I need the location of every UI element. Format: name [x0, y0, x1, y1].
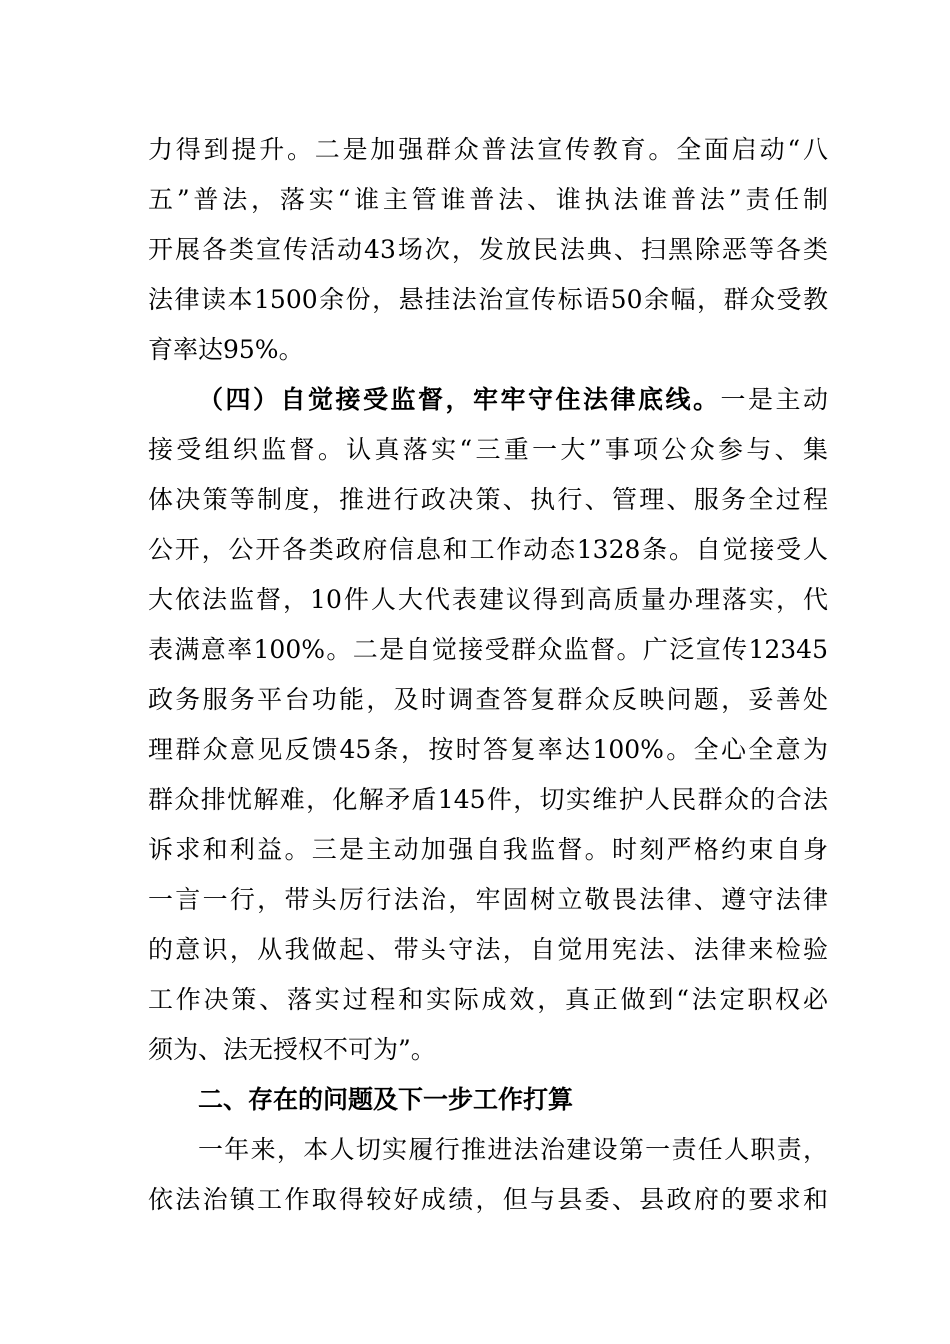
paragraph-line-10: 大依法监督，10件人大代表建议得到高质量办理落实，代: [148, 585, 828, 614]
section-four-heading: （四）自觉接受监督，牢牢守住法律底线。: [198, 385, 721, 414]
paragraph-line-3: 开展各类宣传活动43场次，发放民法典、扫黑除恶等各类: [148, 235, 828, 264]
paragraph-line-17: 的意识，从我做起、带头守法，自觉用宪法、法律来检验: [148, 935, 828, 964]
paragraph-line-9: 公开，公开各类政府信息和工作动态1328条。自觉接受人: [148, 535, 828, 564]
paragraph-line-7: 接受组织监督。认真落实“三重一大”事项公众参与、集: [148, 435, 828, 464]
section-four-lead-text: 一是主动: [720, 385, 828, 414]
paragraph-line-1: 力得到提升。二是加强群众普法宣传教育。全面启动“八: [148, 135, 828, 164]
section-two-heading: 二、存在的问题及下一步工作打算: [198, 1085, 574, 1114]
section-four-first-line: [198, 375, 828, 425]
paragraph-line-22: 依法治镇工作取得较好成绩，但与县委、县政府的要求和: [148, 1185, 828, 1214]
paragraph-line-5: 育率达95%。: [148, 335, 304, 364]
paragraph-line-8: 体决策等制度，推进行政决策、执行、管理、服务全过程: [148, 485, 828, 514]
paragraph-line-14: 群众排忧解难，化解矛盾145件，切实维护人民群众的合法: [148, 785, 828, 814]
paragraph-line-16: 一言一行，带头厉行法治，牢固树立敬畏法律、遵守法律: [148, 885, 828, 914]
paragraph-line-2: 五”普法，落实“谁主管谁普法、谁执法谁普法”责任制: [148, 185, 828, 214]
paragraph-line-11: 表满意率100%。二是自觉接受群众监督。广泛宣传12345: [148, 635, 828, 664]
paragraph-line-19: 须为、法无授权不可为”。: [148, 1035, 436, 1064]
paragraph-line-13: 理群众意见反馈45条，按时答复率达100%。全心全意为: [148, 735, 828, 764]
paragraph-line-21: 一年来，本人切实履行推进法治建设第一责任人职责，: [198, 1135, 828, 1164]
paragraph-line-18: 工作决策、落实过程和实际成效，真正做到“法定职权必: [148, 985, 828, 1014]
paragraph-line-12: 政务服务平台功能，及时调查答复群众反映问题，妥善处: [148, 685, 828, 714]
paragraph-line-15: 诉求和利益。三是主动加强自我监督。时刻严格约束自身: [148, 835, 828, 864]
paragraph-line-4: 法律读本1500余份，悬挂法治宣传标语50余幅，群众受教: [148, 285, 828, 314]
